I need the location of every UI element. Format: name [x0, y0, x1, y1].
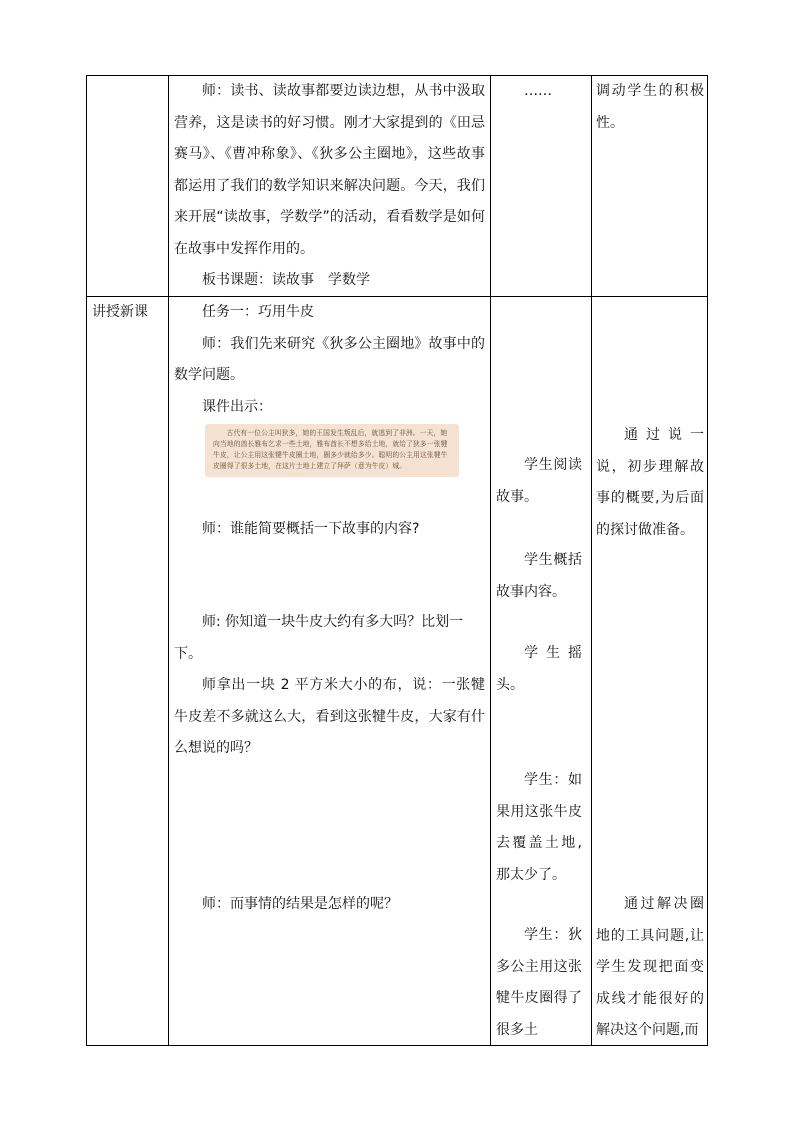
section-label-cell: [92, 297, 166, 329]
table-divider-3: [591, 75, 592, 1045]
teacher-question-4: 师：而事情的结果是怎样的呢？: [202, 896, 398, 912]
row1-content-cell: [174, 76, 485, 297]
teacher-question-1: 师：谁能简要概括一下故事的内容?: [202, 521, 420, 537]
row1-student-cell: [496, 76, 586, 108]
student-activity-2: 学生概括故事内容。: [496, 552, 582, 600]
table-border-left: [86, 75, 87, 1045]
student-activity-5-cell: [496, 920, 582, 1046]
row1-student-text: ……: [524, 83, 552, 99]
table-border-right: [707, 75, 708, 1045]
table-divider-2: [490, 75, 491, 1045]
student-activity-5: 学生：狄多公主用这张犍牛皮圈得了很多土: [496, 927, 582, 1038]
student-activity-3: 学生摇头。: [496, 645, 582, 693]
design-intent-2: 通过解决圈地的工具问题,让学生发现把面变成线才能很好的解决这个问题,而: [596, 896, 704, 1038]
student-activity-4: 学生：如果用这张牛皮去覆盖土地,那太少了。: [496, 772, 582, 883]
design-intent-1-cell: [596, 420, 704, 546]
student-activity-3-cell: [496, 638, 582, 701]
section-label: 讲授新课: [92, 304, 148, 320]
teacher-question-3-cell: [174, 670, 485, 765]
design-intent-1: 通过说一说，初步理解故事的概要,为后面的探讨做准备。: [596, 427, 704, 538]
student-activity-1-cell: [496, 450, 582, 513]
teacher-question-3: 师拿出一块 2 平方米大小的布，说：一张犍牛皮差不多就这么大，看到这张犍牛皮，大家有什么想说的吗？: [174, 677, 485, 756]
student-activity-1: 学生阅读故事。: [496, 457, 582, 505]
teacher-question-2: 师: 你知道一块牛皮大约有多大吗？比划一下。: [174, 614, 464, 662]
table-divider-1: [168, 75, 169, 1045]
teacher-intro: 师：我们先来研究《狄多公主圈地》故事中的数学问题。: [174, 335, 485, 383]
student-activity-4-cell: [496, 765, 582, 891]
row1-intent-cell: [596, 76, 704, 139]
design-intent-2-cell: [596, 889, 704, 1047]
task-title: 任务一：巧用牛皮: [202, 304, 314, 320]
teacher-question-4-cell: [174, 889, 485, 921]
student-activity-2-cell: [496, 545, 582, 608]
row1-board-title: 板书课题：读故事 学数学: [202, 272, 370, 288]
row2-content-cell: [174, 297, 485, 423]
row1-intent-text: 调动学生的积极性。: [596, 83, 704, 131]
courseware-story-image: [205, 424, 459, 477]
row1-teacher-paragraph: 师：读书、读故事都要边读边想，从书中汲取营养，这是读书的好习惯。刚才大家提到的《田忌赛马》、《曹冲称象》、《狄多公主圈地》，这些故事都运用了我们的数学知识来解决问题。今天，我们来开展“读故事，学数学”的活动，看看数学是如何在故事中发挥作用的。: [174, 83, 485, 257]
courseware-label: 课件出示：: [202, 398, 272, 415]
teacher-question-1-cell: [174, 514, 485, 546]
teacher-question-2-cell: [174, 607, 489, 670]
courseware-story-text: 古代有一位公主叫狄多，她的王国发生叛乱后，就逃到了非洲。一天，她向当地的酋长雅布乞求一些土地，雅布酋长不想多给土地，就给了狄多一张犍牛皮，让公主用这张犍牛皮圈土地，圈多少就给多少。聪明的公主用这张犍牛皮圈得了很多土地，在这片土地上建立了拜萨（意为牛皮）城。: [213, 429, 448, 470]
